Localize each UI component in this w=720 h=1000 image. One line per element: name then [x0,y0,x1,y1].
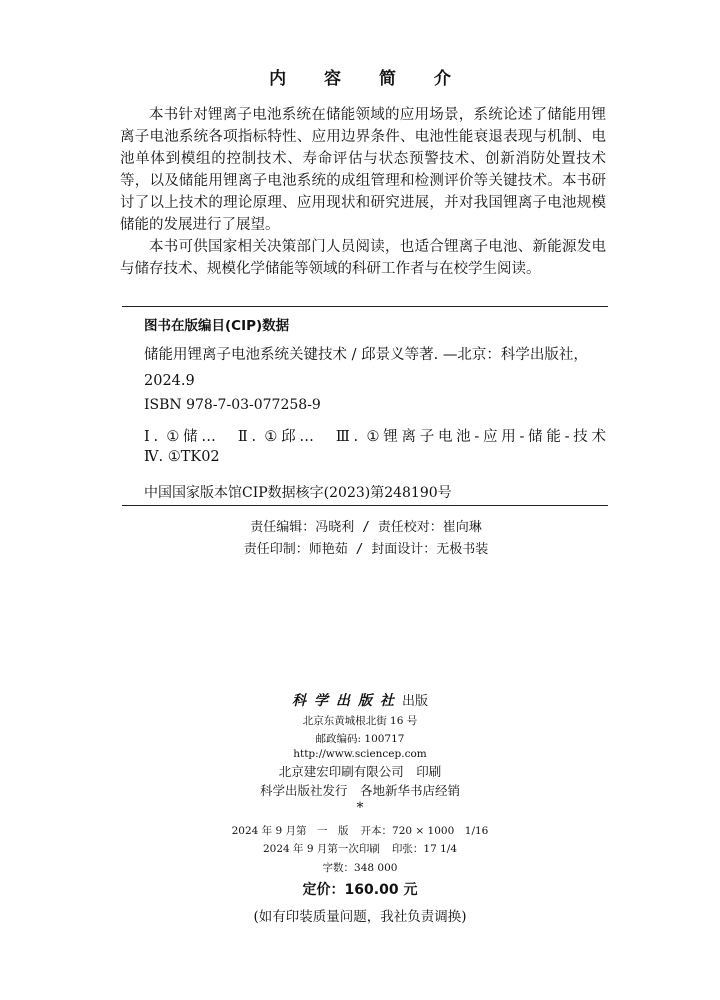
publisher-line [0,690,720,710]
summary-paragraph-2: 本书可供国家相关决策部门人员阅读，也适合锂离子电池、新能源发电与储存技术、规模化学储能等领域的科研工作者与在校学生阅读。 [120,239,606,277]
book-format: 开本：720 × 1000 1/16 [360,825,489,837]
cip-subject-line-1: Ⅰ. ①储… Ⅱ. ①邱… Ⅲ. ①锂离子电池-应用-储能-技术 [144,429,606,445]
cip-isbn: ISBN 978-7-03-077258-9 [144,397,321,413]
separator-asterisk: * [356,800,364,816]
word-count: 字数：348 000 [322,862,398,874]
printing-line [0,841,720,856]
summary-heading: 内 容 简 介 [269,69,467,89]
printing: 2024 年 9 月第一次印刷 [262,843,380,855]
summary-body [120,104,606,280]
distribution: 科学出版社发行 各地新华书店经销 [259,783,460,798]
printed-sheets: 印张：17 1/4 [391,843,458,855]
printer: 北京建宏印刷有限公司 印刷 [278,764,442,779]
quality-notice: (如有印装质量问题，我社负责调换) [253,909,467,925]
summary-paragraph-1: 本书针对锂离子电池系统在储能领域的应用场景，系统论述了储能用锂离子电池系统各项指标特性、应用边界条件、电池性能衰退表现与机制、电池单体到模组的控制技术、寿命评估与状态预警技术、创新消防处置技术等，以及储能用锂离子电池系统的成组管理和检测评价等关键技术。本书研讨了以上技术的理论原理、应用现状和研究进展，并对我国锂离子电池规模储能的发展进行了展望。 [120,107,606,233]
publisher-website: http://www.sciencep.com [293,748,427,760]
cip-top-rule [122,306,608,307]
edition: 2024 年 9 月第 一 版 [231,825,349,837]
published-label: 出版 [401,694,428,709]
price: 定价：160.00 元 [302,882,418,898]
credits-production: 责任印制：师艳茹 / 封面设计：无极书装 [243,542,489,557]
publisher-logo: 科学出版社 [291,693,402,709]
publisher-address: 北京东黄城根北街 16 号 [302,715,418,727]
cip-record-number: 中国国家版本馆CIP数据核字(2023)第248190号 [144,485,452,501]
cip-bottom-rule [122,505,608,506]
credits-editors: 责任编辑：冯晓利 / 责任校对：崔向琳 [250,520,482,535]
publisher-postcode: 邮政编码: 100717 [315,733,405,745]
cip-heading: 图书在版编目(CIP)数据 [144,318,290,334]
cip-subject-line-2: Ⅳ. ①TK02 [144,449,220,465]
edition-line [0,823,720,838]
cip-title-line: 储能用锂离子电池系统关键技术 / 邱景义等著. —北京：科学出版社，2024.9 [144,347,588,389]
